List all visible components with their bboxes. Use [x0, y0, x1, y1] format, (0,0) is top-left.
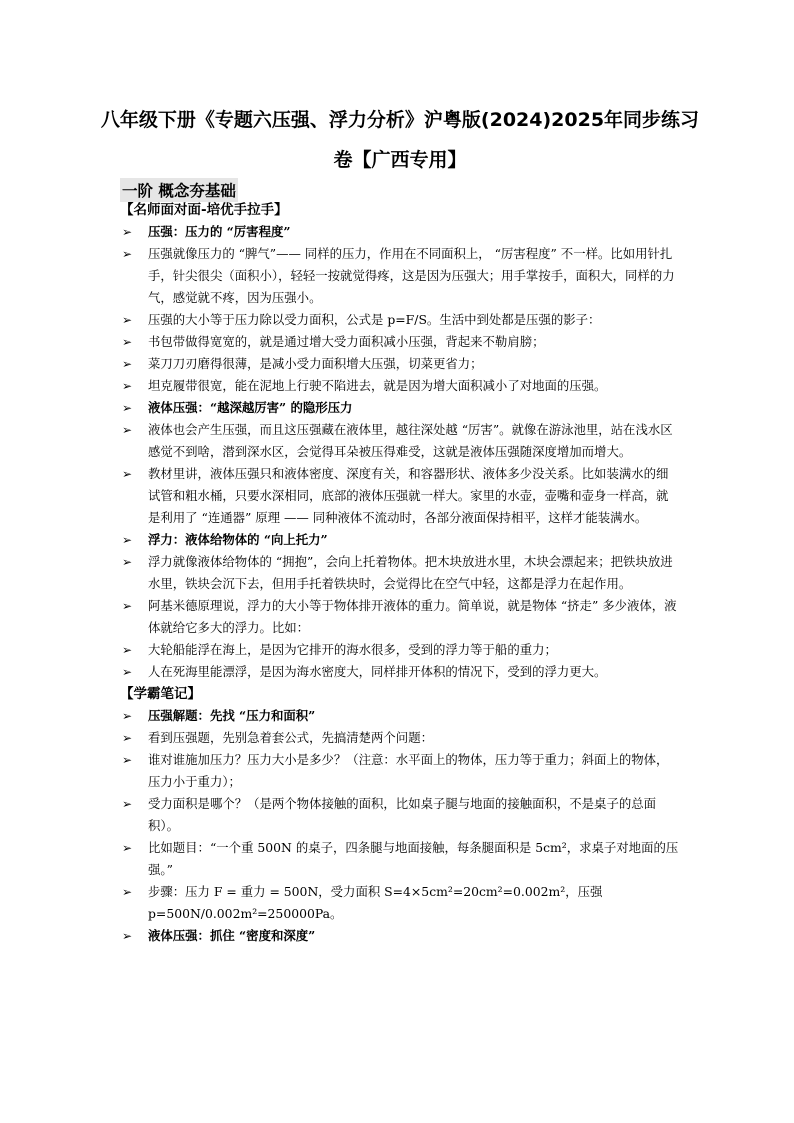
bullet-arrow-icon: ➢: [122, 731, 133, 745]
bullet-arrow-icon: ➢: [122, 357, 133, 371]
list-item-text: 液体压强：“越深越厉害” 的隐形压力: [148, 400, 353, 415]
document-title-line-2: 卷【广西专用】: [333, 149, 467, 171]
bullet-arrow-icon: ➢: [122, 555, 133, 569]
content-body: [120, 199, 680, 947]
bullet-arrow-icon: ➢: [122, 533, 133, 547]
bullet-arrow-icon: ➢: [122, 709, 133, 723]
list-item: [120, 595, 680, 639]
list-item: [120, 375, 680, 397]
bullet-arrow-icon: ➢: [122, 313, 133, 327]
list-item-text: 步骤：压力 F = 重力 = 500N，受力面积 S=4×5cm²=20cm²=0.002m²，压强 p=500N/0.002m²=250000Pa。: [148, 884, 603, 921]
list-item: [120, 463, 680, 529]
list-item-text: 压强解题：先找 “压力和面积”: [148, 708, 316, 723]
bullet-arrow-icon: ➢: [122, 401, 133, 415]
bullet-arrow-icon: ➢: [122, 247, 133, 261]
study-notes-list: [120, 705, 680, 947]
group-heading-notes: 【学霸笔记】: [120, 686, 201, 702]
list-item-text: 浮力：液体给物体的 “向上托力”: [148, 532, 328, 547]
list-item-text: 书包带做得宽宽的，就是通过增大受力面积减小压强，背起来不勒肩膀；: [148, 334, 545, 349]
list-item: [120, 727, 680, 749]
bullet-arrow-icon: ➢: [122, 423, 133, 437]
list-item: [120, 353, 680, 375]
list-item-text: 压强的大小等于压力除以受力面积，公式是 p=F/S。生活中到处都是压强的影子：: [148, 312, 601, 327]
bullet-arrow-icon: ➢: [122, 841, 133, 855]
group-heading-teacher: 【名师面对面-培优手拉手】: [120, 202, 288, 218]
list-item: [120, 529, 680, 551]
bullet-arrow-icon: ➢: [122, 379, 133, 393]
list-item-text: 受力面积是哪个？（是两个物体接触的面积，比如桌子腿与地面的接触面积，不是桌子的总面积）。: [148, 796, 657, 833]
list-item: [120, 749, 680, 793]
list-item-text: 压强就像压力的 “脾气”—— 同样的压力，作用在不同面积上， “厉害程度” 不一样。比如用针扎手，针尖很尖（面积小），轻轻一按就觉得疼，这是因为压强大；用手掌按手，面积大，同样的力气，感觉就不疼，因为压强小。: [148, 246, 675, 305]
list-item-text: 菜刀刀刃磨得很薄，是减小受力面积增大压强，切菜更省力；: [148, 356, 483, 371]
list-item: [120, 639, 680, 661]
bullet-arrow-icon: ➢: [122, 225, 133, 239]
bullet-arrow-icon: ➢: [122, 335, 133, 349]
bullet-arrow-icon: ➢: [122, 643, 133, 657]
list-item: [120, 837, 680, 881]
list-item: [120, 397, 680, 419]
list-item: [120, 793, 680, 837]
list-item: [120, 705, 680, 727]
list-item: [120, 661, 680, 683]
list-item-text: 教材里讲，液体压强只和液体密度、深度有关，和容器形状、液体多少没关系。比如装满水的细试管和粗水桶，只要水深相同，底部的液体压强就一样大。家里的水壶，壶嘴和壶身一样高，就是利用了 “连通器” 原理 —— 同种液体不流动时，各部分液面保持相平，这样才能装满水。: [148, 466, 669, 525]
teacher-notes-list: [120, 221, 680, 683]
list-item: [120, 881, 680, 925]
bullet-arrow-icon: ➢: [122, 665, 133, 679]
bullet-arrow-icon: ➢: [122, 797, 133, 811]
list-item-text: 浮力就像液体给物体的 “拥抱”，会向上托着物体。把木块放进水里，木块会漂起来；把铁块放进水里，铁块会沉下去，但用手托着铁块时，会觉得比在空气中轻，这都是浮力在起作用。: [148, 554, 673, 591]
document-title-line-1: 八年级下册《专题六压强、浮力分析》沪粤版(2024)2025年同步练习: [100, 109, 700, 131]
list-item-text: 比如题目：“一个重 500N 的桌子，四条腿与地面接触，每条腿面积是 5cm²，求桌子对地面的压强。”: [148, 840, 679, 877]
list-item: [120, 309, 680, 331]
section-heading: 一阶 概念夯基础: [120, 178, 238, 202]
list-item: [120, 551, 680, 595]
list-item-text: 液体也会产生压强，而且这压强藏在液体里，越往深处越 “厉害”。就像在游泳池里，站在浅水区感觉不到啥，潜到深水区，会觉得耳朵被压得难受，这就是液体压强随深度增加而增大。: [148, 422, 673, 459]
bullet-arrow-icon: ➢: [122, 929, 133, 943]
bullet-arrow-icon: ➢: [122, 467, 133, 481]
list-item-text: 液体压强：抓住 “密度和深度”: [148, 928, 316, 943]
list-item: [120, 925, 680, 947]
bullet-arrow-icon: ➢: [122, 599, 133, 613]
list-item-text: 阿基米德原理说，浮力的大小等于物体排开液体的重力。简单说，就是物体 “挤走” 多少液体，液体就给它多大的浮力。比如：: [148, 598, 677, 635]
bullet-arrow-icon: ➢: [122, 885, 133, 899]
list-item-text: 坦克履带很宽，能在泥地上行驶不陷进去，就是因为增大面积减小了对地面的压强。: [148, 378, 607, 393]
list-item: [120, 243, 680, 309]
list-item: [120, 419, 680, 463]
bullet-arrow-icon: ➢: [122, 753, 133, 767]
list-item-text: 压强：压力的 “厉害程度”: [148, 224, 291, 239]
list-item-text: 人在死海里能漂浮，是因为海水密度大，同样排开体积的情况下，受到的浮力更大。: [148, 664, 607, 679]
list-item-text: 大轮船能浮在海上，是因为它排开的海水很多，受到的浮力等于船的重力；: [148, 642, 557, 657]
list-item: [120, 221, 680, 243]
list-item-text: 谁对谁施加压力？压力大小是多少？（注意：水平面上的物体，压力等于重力；斜面上的物体，压力小于重力）；: [148, 752, 669, 789]
list-item: [120, 331, 680, 353]
list-item-text: 看到压强题，先别急着套公式，先搞清楚两个问题：: [148, 730, 433, 745]
